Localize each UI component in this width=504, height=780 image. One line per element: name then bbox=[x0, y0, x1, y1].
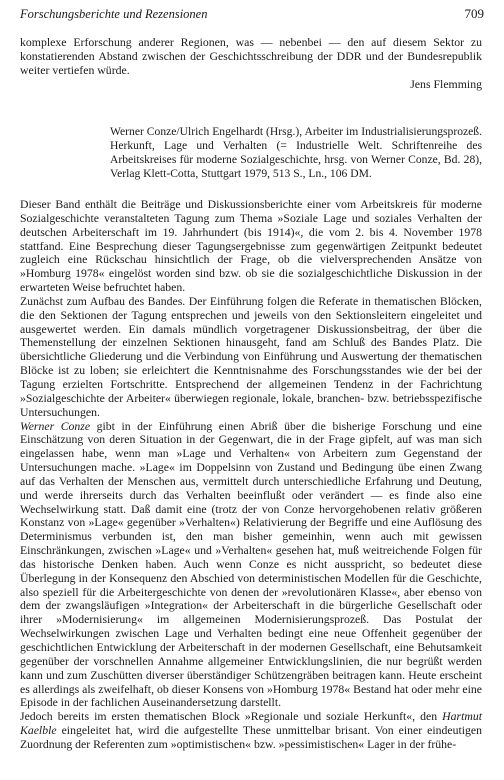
paragraph-4 bbox=[20, 710, 482, 752]
running-title: Forschungsberichte und Rezensionen bbox=[20, 7, 208, 21]
paragraph-3 bbox=[20, 420, 482, 711]
review-body bbox=[20, 198, 482, 752]
paragraph-3-text: gibt in der Einführung einen Abriß über die bisherige Forschung und eine Einschätzung von deren Situation in der Gegenwart, die in der Frage gipfelt, auf was man sich eingelassen habe, wenn man »Lage und Verhalten« von Arbeitern zum Gegenstand der Untersuchungen mache. »Lage« im Doppelsinn von Zustand und Bedingung übe einen Zwang auf das Verhalten der Menschen aus, vermittelt durch unterschiedliche Erfahrung und Deutung, und werde ihrerseits durch das Verhalten beeinflußt oder verändert — es finde also eine Wechselwirkung statt. Daß damit eine (trotz der von Conze hervorgehobenen relativ größeren Konstanz von »Lage« gegenüber »Verhalten«) Relativierung der Begriffe und eine Auflösung des Determinismus verbunden ist, den man bisher gemeinhin, wenn auch mit gewissen Einschränkungen, zwischen »Lage« und »Verhalten« gesehen hat, muß weitreichende Folgen für das historische Denken haben. Auch wenn Conze es nicht ausspricht, so bedeutet diese Überlegung in der Konsequenz den Abschied von deterministischen Modellen für die Geschichte, also speziell für die Arbeitergeschichte von denen der »revolutionären Klasse«, aber ebenso von dem der zwangsläufigen »Integration« der Arbeiterschaft in die bürgerliche Gesellschaft oder ihrer »Modernisierung« im allgemeinen Modernisierungsprozeß. Das Postulat der Wechselwirkungen zwischen Lage und Verhalten bedingt eine neue Offenheit gegenüber der geschichtlichen Entwicklung der Arbeiterschaft in der modernen Gesellschaft, eine Behutsamkeit gegenüber der vorschnellen Annahme allgemeiner Entwicklungslinien, die nur begrüßt werden kann und zum Zuschütten diverser überständiger Schützengräben beitragen kann. Heute erscheint es allerdings als zweifelhaft, ob dieser Konsens von »Homburg 1978« Bestand hat oder mehr eine Episode in der fachlichen Auseinandersetzung darstellt. bbox=[20, 419, 482, 710]
review-bibliographic-reference: Werner Conze/Ulrich Engelhardt (Hrsg.), Arbeiter im Industrialisierungsprozeß. Herkunft, Lage und Verhalten (= Industrielle Welt. Schriftenreihe des Arbeitskreises für moderne Sozialgeschichte, hrsg. von Werner Conze, Bd. 28), Verlag Klett-Cotta, Stuttgart 1979, 513 S., Ln., 106 DM. bbox=[110, 125, 482, 180]
previous-review-ending bbox=[20, 36, 482, 92]
previous-review-text: komplexe Erforschung anderer Regionen, was — nebenbei — den auf diesem Sektor zu konstatierenden Abstand zwischen der Geschichtsschreibung der DDR und der Bundesrepublik weiter vertiefen würde. bbox=[20, 35, 482, 77]
author-name-conze: Werner Conze bbox=[20, 419, 91, 433]
paragraph-2: Zunächst zum Aufbau des Bandes. Der Einführung folgen die Referate in thematischen Blöcken, die den Sektionen der Tagung entsprechen und jeweils von den Sektionsleitern eingeleitet und ausgewertet werden. Ein damals mündlich vorgetragener Diskussionsbeitrag, der über die Themenstellung der einzelnen Sektionen hinausgeht, fand am Schluß des Bandes Platz. Die übersichtliche Gliederung und die Verbindung von Einführung und Auswertung der thematischen Blöcke ist zu loben; sie erleichtert die Kenntnisnahme des Forschungsstandes wie der bei der Tagung erzielten Fortschritte. Entsprechend der allgemeinen Tendenz in der Fachrichtung »Sozialgeschichte der Arbeiter« überwiegen regionale, lokale, branchen- bzw. betriebsspezifische Untersuchungen. bbox=[20, 294, 482, 419]
page-number: 709 bbox=[464, 6, 484, 21]
author-name-kaelble: Hartmut Kaelble bbox=[20, 710, 482, 738]
paragraph-4-text-b: eingeleitet hat, wird die aufgestellte These unmittelbar brisant. Von einer eindeutigen Zuordnung der Referenten zum »optimistischen« bzw. »pessimistischen« Lager in der frühe- bbox=[20, 724, 482, 751]
previous-review-author: Jens Flemming bbox=[410, 76, 482, 91]
paragraph-4-text-a: Jedoch bereits im ersten thematischen Block »Regionale und soziale Herkunft«, den bbox=[20, 710, 443, 724]
running-header bbox=[20, 6, 484, 28]
paragraph-1: Dieser Band enthält die Beiträge und Diskussionsberichte einer vom Arbeitskreis für moderne Sozialgeschichte veranstalteten Tagung zum Thema »Soziale Lage und soziales Verhalten der deutschen Arbeiterschaft im 19. Jahrhundert (bis 1914)«, die vom 2. bis 4. November 1978 stattfand. Eine Besprechung dieser Tagungsergebnisse zum gegenwärtigen Zeitpunkt bedeutet zugleich eine Rückschau hinsichtlich der Frage, ob die vielversprechenden Ansätze von »Homburg 1978« eingelöst worden sind bzw. ob sie die sozialgeschichtliche Diskussion in der erwarteten Weise befruchtet haben. bbox=[20, 198, 482, 295]
